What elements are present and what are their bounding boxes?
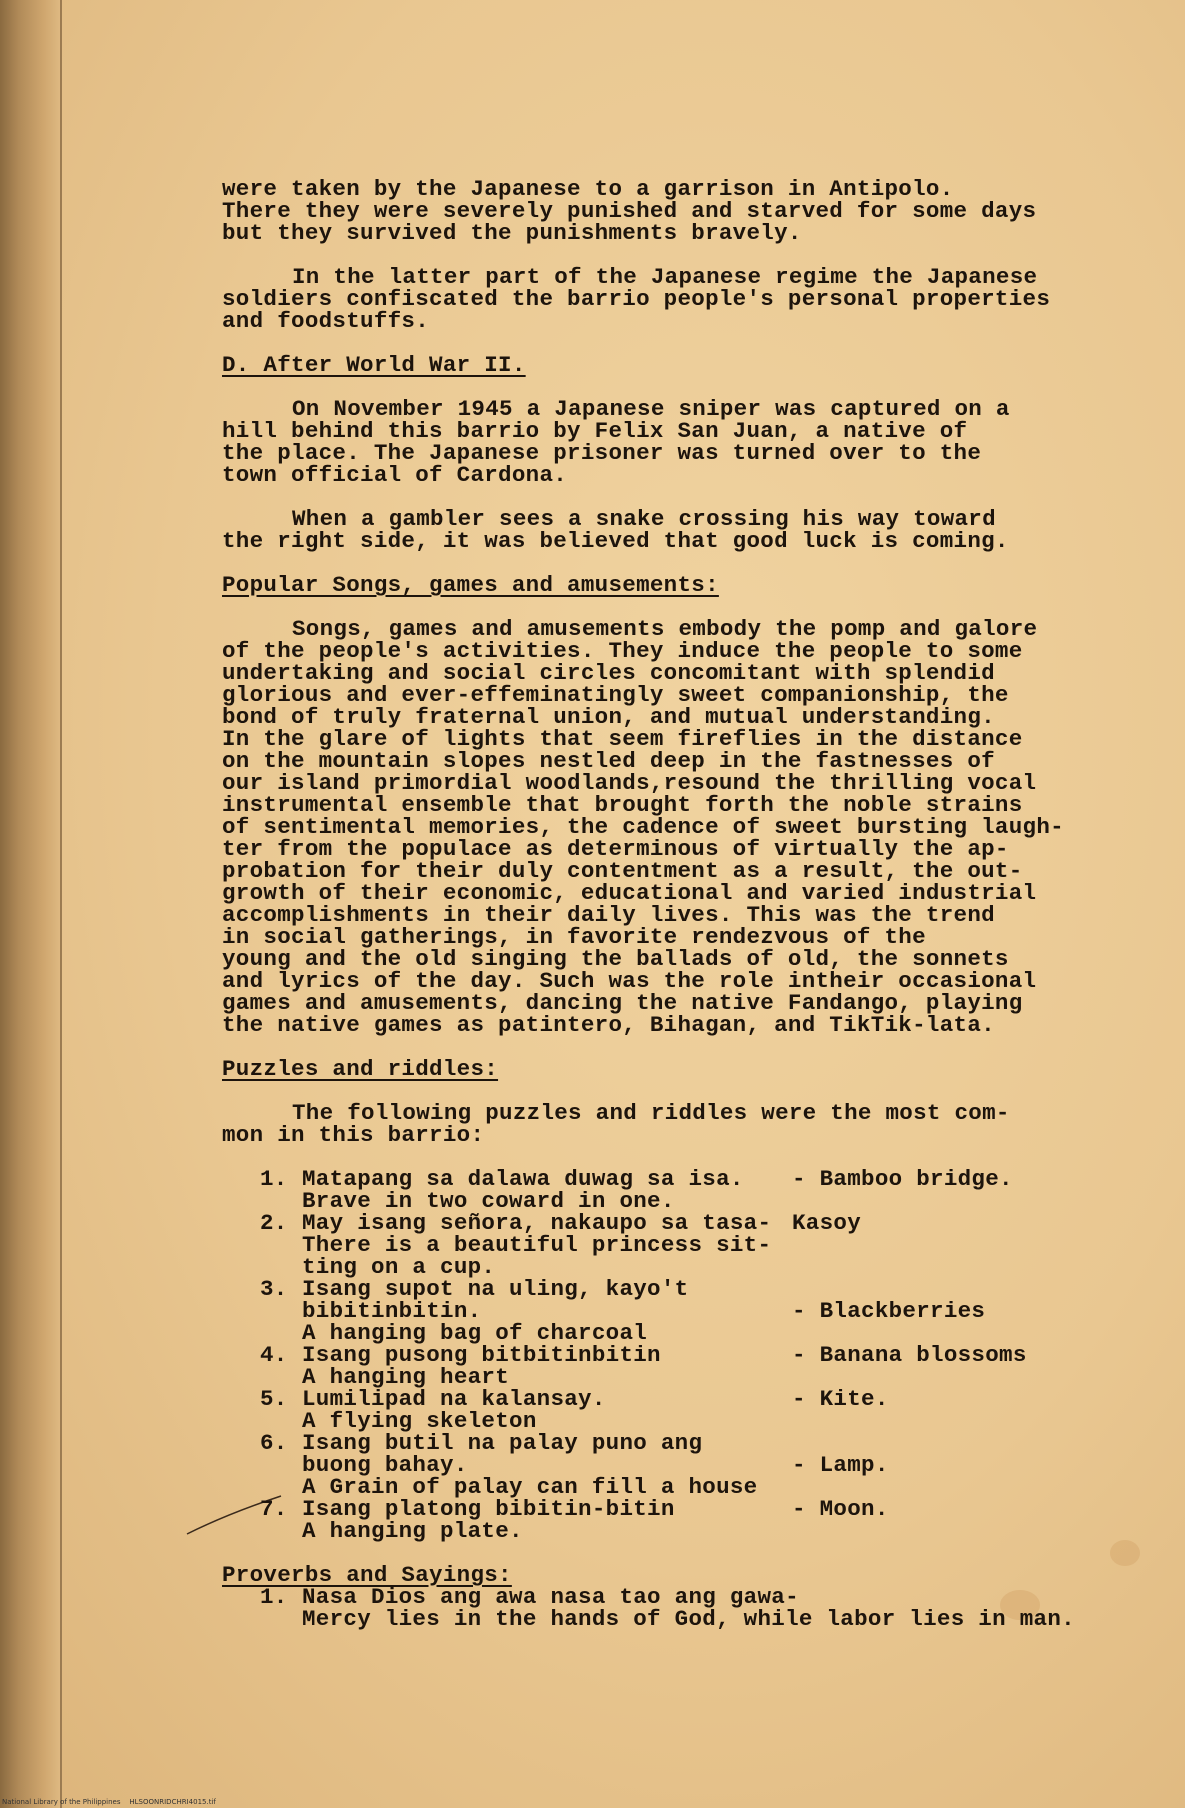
heading-proverbs: Proverbs and Sayings: bbox=[222, 1562, 512, 1588]
text-line: In the latter part of the Japanese regime the Japanese bbox=[292, 264, 1038, 290]
riddle-line: A hanging heart bbox=[302, 1364, 510, 1390]
text-line: undertaking and social circles concomitant with splendid bbox=[222, 660, 995, 686]
riddle-answer: - Bamboo bridge. bbox=[792, 1166, 1013, 1192]
text-line: and lyrics of the day. Such was the role intheir occasional bbox=[222, 968, 1037, 994]
proverb-line: Nasa Dios ang awa nasa tao ang gawa- bbox=[302, 1584, 799, 1610]
text-line: our island primordial woodlands,resound the thrilling vocal bbox=[222, 770, 1037, 796]
text-line: of the people's activities. They induce the people to some bbox=[222, 638, 1023, 664]
proverb-line: Mercy lies in the hands of God, while labor lies in man. bbox=[302, 1606, 1075, 1632]
text-line: the place. The Japanese prisoner was turned over to the bbox=[222, 440, 982, 466]
text-line: town official of Cardona. bbox=[222, 462, 568, 488]
riddle-item bbox=[260, 1496, 1142, 1544]
text-line: probation for their duly contentment as a result, the out- bbox=[222, 858, 1023, 884]
riddle-item bbox=[260, 1166, 1142, 1214]
book-binding bbox=[0, 0, 62, 1808]
riddle-line: Matapang sa dalawa duwag sa isa. bbox=[302, 1166, 744, 1192]
riddle-answer: - Lamp. bbox=[792, 1452, 889, 1478]
text-line: and foodstuffs. bbox=[222, 308, 430, 334]
riddle-line: buong bahay. bbox=[302, 1452, 468, 1478]
riddle-number: 7. bbox=[260, 1496, 288, 1522]
riddle-item bbox=[260, 1386, 1142, 1434]
text-line: On November 1945 a Japanese sniper was captured on a bbox=[292, 396, 1010, 422]
riddle-item bbox=[260, 1276, 1142, 1346]
text-line: The following puzzles and riddles were the most com- bbox=[292, 1100, 1010, 1126]
riddle-answer: - Kite. bbox=[792, 1386, 889, 1412]
paragraph-regime bbox=[222, 266, 1142, 332]
paragraph-garrison bbox=[222, 178, 1142, 244]
text-line: When a gambler sees a snake crossing his way toward bbox=[292, 506, 996, 532]
riddle-number: 6. bbox=[260, 1430, 288, 1456]
text-line: accomplishments in their daily lives. This was the trend bbox=[222, 902, 995, 928]
archive-footer: National Library of the Philippines HLSOONRIDCHRI4015.tif bbox=[2, 1798, 216, 1806]
text-line: soldiers confiscated the barrio people's personal properties bbox=[222, 286, 1051, 312]
text-line: but they survived the punishments bravely. bbox=[222, 220, 802, 246]
text-line: the native games as patintero, Bihagan, and TikTik-lata. bbox=[222, 1012, 995, 1038]
document-body bbox=[222, 178, 1142, 1630]
text-line: on the mountain slopes nestled deep in the fastnesses of bbox=[222, 748, 995, 774]
riddle-line: There is a beautiful princess sit- bbox=[302, 1232, 772, 1258]
riddles-list bbox=[260, 1166, 1142, 1544]
riddle-line: Isang butil na palay puno ang bbox=[302, 1430, 703, 1456]
heading-after-war: D. After World War II. bbox=[222, 352, 526, 378]
riddle-item bbox=[260, 1210, 1142, 1280]
riddle-line: Isang supot na uling, kayo't bbox=[302, 1276, 689, 1302]
riddle-item bbox=[260, 1430, 1142, 1500]
riddle-line: Lumilipad na kalansay. bbox=[302, 1386, 606, 1412]
paragraph-gambler bbox=[222, 508, 1142, 552]
text-line: There they were severely punished and starved for some days bbox=[222, 198, 1037, 224]
riddle-number: 4. bbox=[260, 1342, 288, 1368]
text-line: bond of truly fraternal union, and mutual understanding. bbox=[222, 704, 995, 730]
paragraph-puzzles-intro bbox=[222, 1102, 1142, 1146]
text-line: instrumental ensemble that brought forth the noble strains bbox=[222, 792, 1023, 818]
text-line: mon in this barrio: bbox=[222, 1122, 485, 1148]
text-line: Songs, games and amusements embody the pomp and galore bbox=[292, 616, 1038, 642]
riddle-answer: - Blackberries bbox=[792, 1298, 986, 1324]
heading-songs: Popular Songs, games and amusements: bbox=[222, 572, 719, 598]
riddle-line: Isang pusong bitbitinbitin bbox=[302, 1342, 661, 1368]
riddle-number: 5. bbox=[260, 1386, 288, 1412]
paragraph-songs bbox=[222, 618, 1142, 1036]
text-line: were taken by the Japanese to a garrison in Antipolo. bbox=[222, 176, 954, 202]
text-line: in social gatherings, in favorite rendezvous of the bbox=[222, 924, 926, 950]
text-line: ter from the populace as determinous of virtually the ap- bbox=[222, 836, 1009, 862]
riddle-number: 1. bbox=[260, 1166, 288, 1192]
proverb-item bbox=[260, 1584, 1142, 1632]
riddle-line: A hanging bag of charcoal bbox=[302, 1320, 648, 1346]
text-line: the right side, it was believed that good luck is coming. bbox=[222, 528, 1009, 554]
text-line: In the glare of lights that seem fireflies in the distance bbox=[222, 726, 1023, 752]
binding-edge bbox=[60, 0, 62, 1808]
text-line: young and the old singing the ballads of old, the sonnets bbox=[222, 946, 1009, 972]
text-line: glorious and ever-effeminatingly sweet companionship, the bbox=[222, 682, 1009, 708]
riddle-item bbox=[260, 1342, 1142, 1390]
riddle-line: May isang señora, nakaupo sa tasa- bbox=[302, 1210, 772, 1236]
proverb-number: 1. bbox=[260, 1584, 288, 1610]
text-line: hill behind this barrio by Felix San Juan, a native of bbox=[222, 418, 968, 444]
riddle-line: A flying skeleton bbox=[302, 1408, 537, 1434]
riddle-line: Isang platong bibitin-bitin bbox=[302, 1496, 675, 1522]
riddle-line: bibitinbitin. bbox=[302, 1298, 482, 1324]
riddle-line: ting on a cup. bbox=[302, 1254, 496, 1280]
riddle-answer: Kasoy bbox=[792, 1210, 862, 1236]
riddle-number: 2. bbox=[260, 1210, 288, 1236]
riddle-line: A hanging plate. bbox=[302, 1518, 523, 1544]
paragraph-sniper bbox=[222, 398, 1142, 486]
riddle-number: 3. bbox=[260, 1276, 288, 1302]
text-line: games and amusements, dancing the native Fandango, playing bbox=[222, 990, 1023, 1016]
heading-puzzles: Puzzles and riddles: bbox=[222, 1056, 499, 1082]
text-line: growth of their economic, educational and varied industrial bbox=[222, 880, 1037, 906]
riddle-line: Brave in two coward in one. bbox=[302, 1188, 675, 1214]
riddle-answer: - Banana blossoms bbox=[792, 1342, 1027, 1368]
riddle-answer: - Moon. bbox=[792, 1496, 889, 1522]
text-line: of sentimental memories, the cadence of sweet bursting laugh- bbox=[222, 814, 1064, 840]
riddle-line: A Grain of palay can fill a house bbox=[302, 1474, 758, 1500]
